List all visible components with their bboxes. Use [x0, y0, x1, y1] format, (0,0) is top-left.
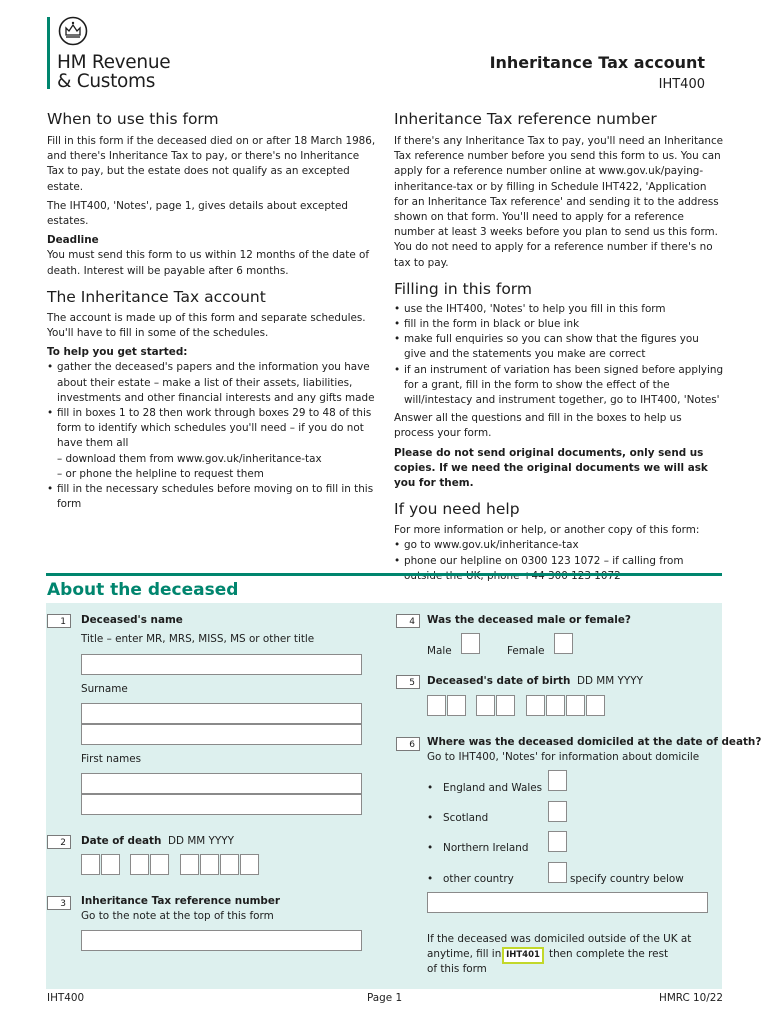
crown-crest-icon: [58, 15, 88, 47]
surname-field-1[interactable]: [81, 703, 362, 724]
list-item: • phone our helpline on 0300 123 1072 – if calling from: [394, 554, 724, 584]
q6-label: Where was the deceased domiciled at the date of death?: [427, 736, 762, 748]
q6-note-line1: If the deceased was domiciled outside of the UK at anytime, fill in: [427, 933, 692, 960]
male-checkbox[interactable]: [461, 633, 480, 654]
female-label: Female: [507, 645, 545, 657]
filling-heading: Filling in this form: [394, 279, 533, 298]
list-item: • go to www.gov.uk/inheritance-tax: [394, 538, 724, 553]
help-list: [47, 360, 377, 512]
when-paragraph: Fill in this form if the deceased died on or after 18 March 1986, and there's Inheritance Tax to pay, or there's no Inheritance Tax to pay, but the estate does not qualify as an excepted estate.: [47, 135, 376, 193]
question-number-1: 1: [47, 614, 71, 628]
title-field[interactable]: [81, 654, 362, 675]
footer-version: HMRC 10/22: [659, 992, 723, 1004]
date-of-death-digit[interactable]: [101, 854, 120, 875]
scotland-checkbox[interactable]: [548, 801, 567, 822]
list-item: • gather the deceased's papers and the information you have about their estate – make a list of their assets, liabilities, investments and other financial interests and any gifts made: [47, 360, 377, 406]
q2-label: Date of death DD MM YYYY: [81, 835, 234, 847]
other-country-checkbox[interactable]: [548, 862, 567, 883]
q5-label: Deceased's date of birth DD MM YYYY: [427, 675, 643, 687]
date-of-death-digit[interactable]: [81, 854, 100, 875]
specify-country-label: specify country below: [570, 873, 684, 885]
iht-reference-field[interactable]: [81, 930, 362, 951]
help-heading: If you need help: [394, 500, 520, 519]
option-england-wales: • England and Wales: [427, 782, 543, 794]
q6-hint: Go to IHT400, 'Notes' for information about domicile: [427, 751, 700, 763]
iht401-badge: IHT401: [502, 947, 544, 964]
list-item: • use the IHT400, 'Notes' to help you fill in this form: [394, 302, 724, 317]
q1-title-hint: Title – enter MR, MRS, MISS, MS or other title: [81, 633, 315, 645]
option-northern-ireland: • Northern Ireland: [427, 842, 529, 854]
question-number-5: 5: [396, 675, 420, 689]
account-paragraph: The account is made up of this form and separate schedules. You'll have to fill in some of the schedules.: [47, 311, 366, 340]
date-of-birth-digit[interactable]: [447, 695, 466, 716]
q6-note-line2: then complete the rest: [549, 948, 669, 960]
org-logo-text: HM Revenue & Customs: [57, 52, 171, 92]
surname-field-2[interactable]: [81, 724, 362, 745]
first-names-label: First names: [81, 753, 142, 765]
q4-label: Was the deceased male or female?: [427, 614, 631, 626]
list-item: • if an instrument of variation has been signed before applying for a grant, fill in the form to show the effect of the will/intestacy and instrument together, go to IHT400, 'Notes': [394, 363, 724, 409]
date-of-birth-digit[interactable]: [496, 695, 515, 716]
question-number-4: 4: [396, 614, 420, 628]
option-scotland: • Scotland: [427, 812, 489, 824]
list-item: • fill in the form in black or blue ink: [394, 317, 724, 332]
male-label: Male: [427, 645, 452, 657]
first-names-field-2[interactable]: [81, 794, 362, 815]
date-of-birth-digit[interactable]: [546, 695, 565, 716]
section-title: About the deceased: [47, 580, 239, 600]
q6-note-line3: of this form: [427, 963, 487, 975]
ref-paragraph: If there's any Inheritance Tax to pay, you'll need an Inheritance Tax reference number before you send this form to us. You can apply for a reference number online at www.gov.uk/paying-inheritance-tax or by filling in Schedule IHT422, 'Application for an Inheritance Tax reference' and sending it to the address shown on that form. You'll need to apply for a reference number at least 3 weeks before you plan to send us this form. You do not need to apply for a reference number if there's no tax to pay.: [394, 135, 724, 269]
list-item: • make full enquiries so you can show that the figures you give and the statements you make are correct: [394, 332, 724, 362]
date-of-death-digit[interactable]: [130, 854, 149, 875]
section-rule: [46, 573, 722, 576]
account-heading: The Inheritance Tax account: [47, 287, 266, 306]
list-item: • fill in boxes 1 to 28 then work through boxes 29 to 48 of this form to identify which schedules you'll need – if you do not have them all – download them from www.gov.uk/inheritance-tax – or phone the helpline to request them: [47, 406, 377, 482]
filling-list: [394, 302, 724, 408]
left-column: [47, 110, 377, 512]
deadline-text: You must send this form to us within 12 months of the date of death. Interest will be payable after 6 months.: [47, 249, 370, 277]
date-of-death-digit[interactable]: [200, 854, 219, 875]
other-country-field[interactable]: [427, 892, 708, 913]
northern-ireland-checkbox[interactable]: [548, 831, 567, 852]
ref-heading: Inheritance Tax reference number: [394, 110, 657, 128]
sub-item: – download them from www.gov.uk/inheritance-tax: [57, 452, 322, 465]
date-of-death-digit[interactable]: [240, 854, 259, 875]
form-code: IHT400: [658, 77, 705, 92]
q3-hint: Go to the note at the top of this form: [81, 910, 274, 922]
q3-label: Inheritance Tax reference number: [81, 895, 281, 907]
date-of-birth-digit[interactable]: [566, 695, 585, 716]
right-column: [394, 110, 724, 584]
sub-item: – or phone the helpline to request them: [57, 467, 264, 480]
england-wales-checkbox[interactable]: [548, 770, 567, 791]
date-of-birth-digit[interactable]: [586, 695, 605, 716]
help-contact-list: [394, 538, 724, 584]
surname-label: Surname: [81, 683, 128, 695]
footer-form-code: IHT400: [47, 992, 85, 1004]
help-label: To help you get started:: [47, 346, 188, 359]
female-checkbox[interactable]: [554, 633, 573, 654]
date-of-death-digit[interactable]: [180, 854, 199, 875]
date-of-death-digit[interactable]: [150, 854, 169, 875]
logo-bar: [47, 17, 50, 89]
date-of-birth-digit[interactable]: [476, 695, 495, 716]
filling-paragraph: Answer all the questions and fill in the boxes to help us process your form.: [394, 412, 682, 440]
question-number-3: 3: [47, 896, 71, 910]
option-other-country: • other country: [427, 873, 514, 885]
help-paragraph: For more information or help, or another copy of this form:: [394, 524, 700, 537]
question-number-6: 6: [396, 737, 420, 751]
form-title: Inheritance Tax account: [489, 53, 705, 72]
when-notes: The IHT400, 'Notes', page 1, gives details about excepted estates.: [47, 199, 348, 228]
deadline-label: Deadline: [47, 234, 99, 247]
first-names-field-1[interactable]: [81, 773, 362, 794]
when-heading: When to use this form: [47, 110, 219, 128]
question-number-2: 2: [47, 835, 71, 849]
filling-bold-note: Please do not send original documents, only send us copies. If we need the original documents we will ask you for them.: [394, 446, 708, 490]
list-item: • fill in the necessary schedules before moving on to fill in this form: [47, 482, 377, 512]
date-of-birth-digit[interactable]: [427, 695, 446, 716]
date-of-birth-digit[interactable]: [526, 695, 545, 716]
date-of-death-digit[interactable]: [220, 854, 239, 875]
footer-page-number: Page 1: [367, 992, 403, 1004]
q1-label: Deceased's name: [81, 614, 183, 626]
